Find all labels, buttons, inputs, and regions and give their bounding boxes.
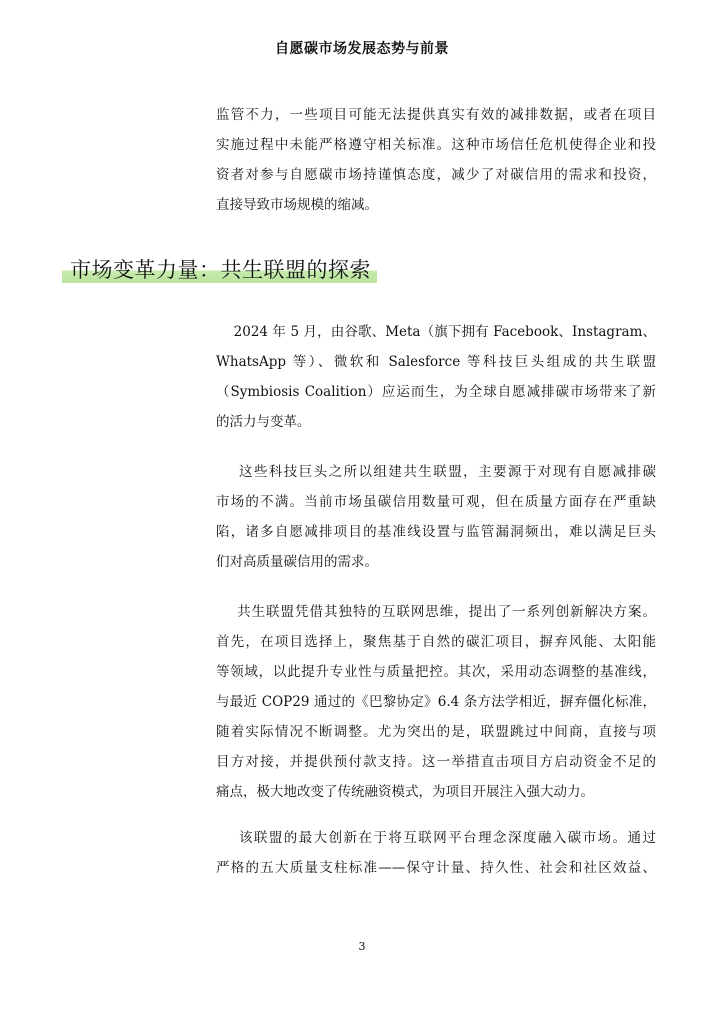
text-line: 痛点，极大地改变了传统融资模式，为项目开展注入强大动力。 <box>216 784 594 800</box>
paragraph-reasons <box>216 457 656 577</box>
text-line: 首先，在项目选择上，聚焦基于自然的碳汇项目，摒弃风能、太阳能 <box>216 634 656 650</box>
text-line: 监管不力，一些项目可能无法提供真实有效的减排数据，或者在项目 <box>216 107 656 123</box>
paragraph-coalition-intro <box>216 317 656 437</box>
text-line: 们对高质量碳信用的需求。 <box>216 554 378 570</box>
text-line: （Symbiosis Coalition）应运而生，为全球自愿减排碳市场带来了新 <box>216 384 656 400</box>
text-line: 资者对参与自愿碳市场持谨慎态度，减少了对碳信用的需求和投资， <box>216 167 656 183</box>
text-line: WhatsApp 等）、微软和 Salesforce 等科技巨头组成的共生联盟 <box>216 354 656 370</box>
text-line: 目方对接，并提供预付款支持。这一举措直击项目方启动资金不足的 <box>216 754 656 770</box>
page-number: 3 <box>358 940 366 953</box>
paragraph-intro <box>216 100 656 220</box>
text-line: 的活力与变革。 <box>216 414 311 430</box>
text-line: 实施过程中未能严格遵守相关标准。这种市场信任危机使得企业和投 <box>216 137 656 153</box>
text-line: 该联盟的最大创新在于将互联网平台理念深度融入碳市场。通过 <box>216 830 656 846</box>
page-header-title: 自愿碳市场发展态势与前景 <box>275 41 449 57</box>
text-line: 随着实际情况不断调整。尤为突出的是，联盟跳过中间商，直接与项 <box>216 724 656 740</box>
text-line: 这些科技巨头之所以组建共生联盟，主要源于对现有自愿减排碳 <box>216 464 656 480</box>
text-line: 陷，诸多自愿减排项目的基准线设置与监管漏洞频出，难以满足巨头 <box>216 524 656 540</box>
text-line: 直接导致市场规模的缩减。 <box>216 197 378 213</box>
text-line: 与最近 COP29 通过的《巴黎协定》6.4 条方法学相近，摒弃僵化标准， <box>216 694 656 710</box>
paragraph-solutions <box>216 597 656 807</box>
text-line: 2024 年 5 月，由谷歌、Meta（旗下拥有 Facebook、Instagram、 <box>216 324 656 340</box>
text-line: 共生联盟凭借其独特的互联网思维，提出了一系列创新解决方案。 <box>216 604 656 620</box>
text-line: 严格的五大质量支柱标准——保守计量、持久性、社会和社区效益、 <box>216 860 656 876</box>
text-line: 市场的不满。当前市场虽碳信用数量可观，但在质量方面存在严重缺 <box>216 494 656 510</box>
paragraph-innovation <box>216 823 656 883</box>
section-heading: 市场变革力量：共生联盟的探索 <box>62 253 377 287</box>
text-line: 等领域，以此提升专业性与质量把控。其次，采用动态调整的基准线， <box>216 664 656 680</box>
